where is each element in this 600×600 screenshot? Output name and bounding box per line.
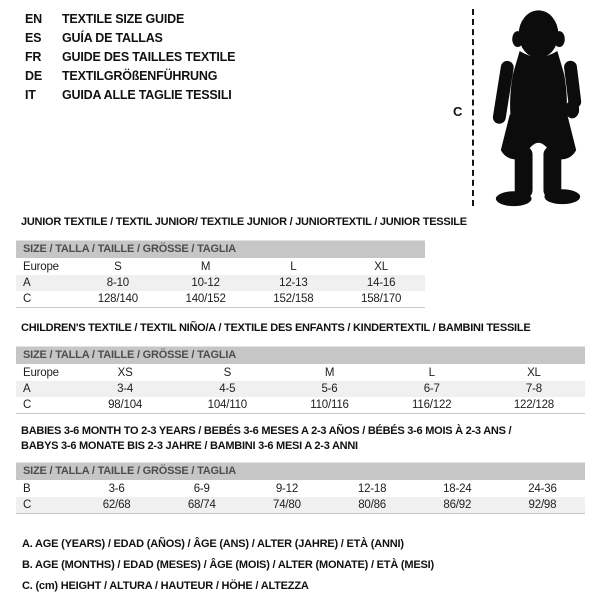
legend-line-age-months: B. AGE (MONTHS) / EDAD (MESES) / ÂGE (MOIS) / ALTER (MONATE) / ETÀ (MESI)	[22, 559, 434, 571]
table-row-age-months	[16, 481, 585, 497]
section-title: BABIES 3-6 MONTH TO 2-3 YEARS / BEBÉS 3-6 MESES A 2-3 AÑOS / BÉBÉS 3-6 MOIS À 2-3 ANS / BABYS 3-6 MONATE BIS 2-3 JAHRE / BAMBINI 3-6 MESI A 2-3 ANNI	[21, 425, 512, 452]
age-cell: 6-9	[193, 483, 210, 495]
size-cell: S	[223, 367, 232, 379]
height-cell: 140/152	[185, 293, 226, 305]
language-code: ES	[25, 30, 42, 45]
height-cell: 62/68	[102, 499, 131, 511]
age-cell: 7-8	[525, 383, 542, 395]
legend	[22, 534, 434, 597]
table-row-height	[16, 291, 425, 307]
size-cell: M	[200, 261, 211, 273]
height-cell: 86/92	[443, 499, 472, 511]
height-cell: 122/128	[513, 399, 554, 411]
section-junior-textile	[16, 216, 467, 308]
language-list	[25, 9, 235, 104]
babies-size-table	[16, 462, 585, 514]
age-cell: 24-36	[528, 483, 557, 495]
junior-size-table	[16, 240, 425, 308]
row-label: C	[23, 499, 32, 511]
age-cell: 12-13	[279, 277, 308, 289]
table-row-height	[16, 397, 585, 413]
row-label: Europe	[23, 261, 59, 273]
legend-line-age-years: A. AGE (YEARS) / EDAD (AÑOS) / ÂGE (ANS) / ALTER (JAHRE) / ETÀ (ANNI)	[22, 538, 404, 550]
age-cell: 14-16	[366, 277, 396, 289]
size-cell: M	[324, 367, 335, 379]
table-row-age	[16, 275, 425, 291]
age-cell: 10-12	[191, 277, 220, 289]
height-cell: 68/74	[187, 499, 216, 511]
section-title: JUNIOR TEXTILE / TEXTIL JUNIOR/ TEXTILE JUNIOR / JUNIORTEXTIL / JUNIOR TESSILE	[21, 216, 467, 228]
height-cell: 110/116	[310, 399, 349, 411]
height-cell: 104/110	[207, 399, 247, 411]
language-title: TEXTILGRÖßENFÜHRUNG	[62, 68, 218, 83]
language-code: IT	[25, 87, 36, 102]
age-cell: 3-4	[117, 383, 134, 395]
language-row	[25, 66, 235, 85]
section-children-textile	[16, 322, 585, 414]
language-title: GUIDA ALLE TAGLIE TESSILI	[62, 87, 232, 102]
row-label: C	[23, 399, 32, 411]
language-title: TEXTILE SIZE GUIDE	[62, 11, 185, 26]
legend-line-height: C. (cm) HEIGHT / ALTURA / HAUTEUR / HÖHE / ALTEZZA	[22, 580, 309, 592]
age-cell: 5-6	[321, 383, 338, 395]
table-header: SIZE / TALLA / TAILLE / GRÖSSE / TAGLIA	[16, 347, 585, 364]
baby-silhouette-icon	[482, 7, 596, 210]
height-cell: 158/170	[361, 293, 402, 305]
age-cell: 18-24	[443, 483, 472, 495]
size-cell: S	[114, 261, 122, 273]
height-dashed-line-icon	[472, 9, 474, 206]
size-cell: XL	[527, 367, 541, 379]
height-cell: 74/80	[273, 499, 301, 511]
table-header: SIZE / TALLA / TAILLE / GRÖSSE / TAGLIA	[16, 463, 585, 480]
section-babies-textile	[16, 424, 585, 514]
age-cell: 6-7	[423, 383, 440, 395]
size-cell: XL	[374, 261, 388, 273]
language-title: GUIDE DES TAILLES TEXTILE	[62, 49, 236, 64]
language-row	[25, 9, 235, 28]
age-cell: 8-10	[106, 277, 129, 289]
row-label: A	[23, 383, 31, 395]
size-cell: L	[428, 367, 435, 379]
age-cell: 9-12	[275, 483, 299, 495]
language-title: GUÍA DE TALLAS	[62, 30, 163, 45]
height-measure-label: C	[453, 104, 463, 119]
row-label: B	[23, 483, 31, 495]
height-cell: 152/158	[273, 293, 314, 305]
language-row	[25, 28, 235, 47]
table-row-europe	[16, 259, 425, 275]
height-cell: 92/98	[528, 499, 557, 511]
table-row-height	[16, 497, 585, 513]
row-label: Europe	[23, 367, 59, 379]
age-cell: 12-18	[357, 483, 387, 495]
age-cell: 3-6	[108, 483, 125, 495]
baby-figure	[440, 5, 598, 213]
height-cell: 116/122	[412, 399, 452, 411]
row-label: A	[23, 277, 31, 289]
language-code: FR	[25, 49, 42, 64]
table-row-age	[16, 381, 585, 397]
height-cell: 128/140	[97, 293, 138, 305]
height-cell: 80/86	[358, 499, 386, 511]
height-cell: 98/104	[108, 399, 143, 411]
section-title: CHILDREN'S TEXTILE / TEXTIL NIÑO/A / TEXTILE DES ENFANTS / KINDERTEXTIL / BAMBINI TESSILE	[21, 322, 531, 334]
age-cell: 4-5	[219, 383, 236, 395]
size-cell: L	[290, 261, 297, 273]
table-row-europe	[16, 365, 585, 381]
size-cell: XS	[117, 367, 133, 379]
language-code: EN	[25, 11, 42, 26]
row-label: C	[23, 293, 32, 305]
language-row	[25, 85, 235, 104]
table-header: SIZE / TALLA / TAILLE / GRÖSSE / TAGLIA	[16, 241, 425, 258]
children-size-table	[16, 346, 585, 414]
language-row	[25, 47, 235, 66]
language-code: DE	[25, 68, 42, 83]
